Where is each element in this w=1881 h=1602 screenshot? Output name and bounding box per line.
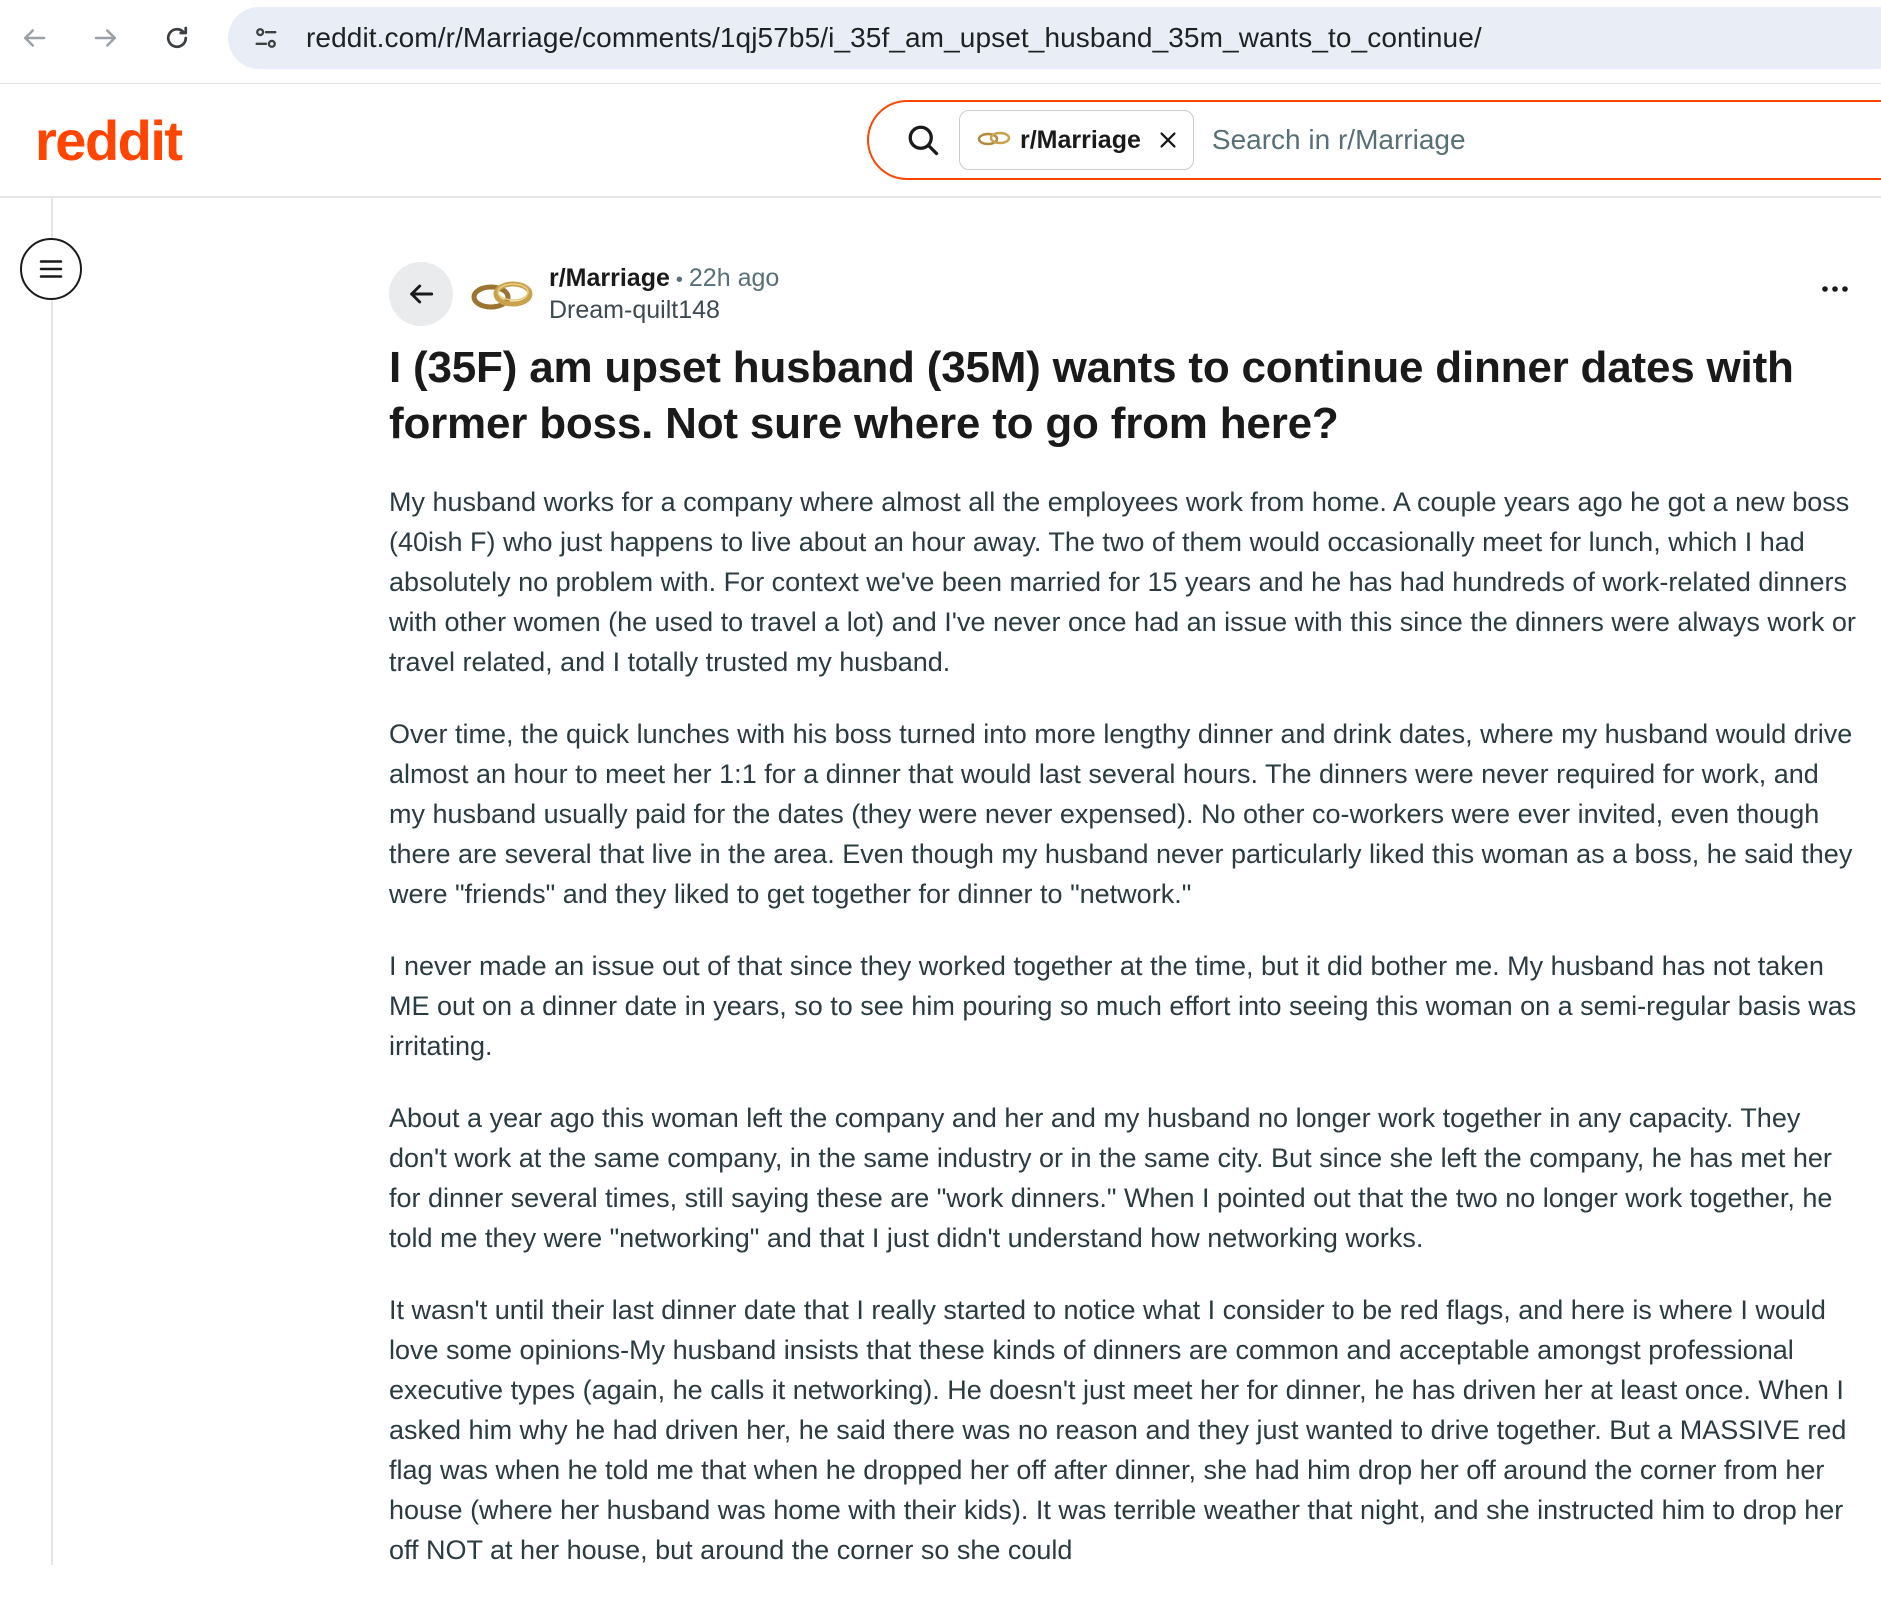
community-filter-chip[interactable] — [959, 110, 1194, 170]
subreddit-link[interactable]: r/Marriage — [549, 264, 670, 292]
post-paragraph: It wasn't until their last dinner date that I really started to notice what I consider to be red flags, and here is where I would love some opinions-My husband insists that these kinds of dinners are common and acceptable amongst professional executive types (again, he calls it networking). He doesn't just meet her for dinner, he has driven her at least once. When I asked him why he had driven her, he said there was no reason and they just wanted to drive together. But a MASSIVE red flag was when he told me that when he dropped her off after dinner, she had him drop her off around the corner from her house (where her husband was home with their kids). It was terrible weather that night, and she instructed him to drop her off NOT at her house, but around the corner so she could — [389, 1295, 1847, 1565]
site-info-icon[interactable] — [246, 18, 286, 58]
reddit-logo[interactable]: reddit — [35, 109, 182, 172]
post-paragraph: I never made an issue out of that since they worked together at the time, but it did bother me. My husband has not taken ME out on a dinner date in years, so to see him pouring so much effort into seeing this woman on a semi-regular basis was irritating. — [389, 951, 1857, 1061]
author-link[interactable]: Dream-quilt148 — [549, 296, 720, 324]
wedding-rings-icon — [976, 128, 1012, 153]
browser-forward-button[interactable] — [82, 14, 130, 62]
address-bar[interactable] — [228, 7, 1881, 69]
browser-reload-button[interactable] — [153, 14, 201, 62]
meta-separator: • — [675, 269, 683, 291]
close-icon[interactable] — [1157, 129, 1179, 151]
search-bar[interactable] — [867, 100, 1881, 180]
post-body — [389, 482, 1859, 1570]
post-paragraph: Over time, the quick lunches with his boss turned into more lengthy dinner and drink dates, where my husband would drive almost an hour to meet her 1:1 for a dinner that would last several hours. The dinners were never required for work, and my husband usually paid for the dates (they were never expensed). No other co-workers were ever invited, even though there are several that live in the area. Even though my husband never particularly liked this woman as a boss, he said they were "friends" and they liked to get together for dinner to "network." — [389, 719, 1853, 909]
arrow-left-icon — [405, 278, 437, 310]
community-avatar[interactable] — [469, 272, 535, 316]
reload-icon — [162, 23, 192, 53]
browser-toolbar — [0, 0, 1881, 84]
post-paragraph: My husband works for a company where almost all the employees work from home. A couple years ago he got a new boss (40ish F) who just happens to live about an hour away. The two of them would occasionally meet for lunch, which I had absolutely no problem with. For context we've been married for 15 years and he has had hundreds of work-related dinners with other women (he used to travel a lot) and I've never once had an issue with this since the dinners were always work or travel related, and I totally trusted my husband. — [389, 487, 1856, 677]
post — [389, 258, 1859, 1602]
community-chip-label: r/Marriage — [1020, 125, 1141, 154]
menu-button[interactable] — [20, 238, 82, 300]
post-meta — [389, 258, 1859, 328]
more-icon — [1820, 284, 1850, 294]
post-meta-line — [549, 264, 779, 293]
reddit-header — [0, 84, 1881, 198]
search-icon — [905, 122, 941, 158]
post-time: 22h ago — [688, 264, 780, 292]
post-title: I (35F) am upset husband (35M) wants to continue dinner dates with former boss. Not sure where to go from here? — [389, 343, 1794, 448]
search-input[interactable]: Search in r/Marriage — [1211, 124, 1466, 155]
post-back-button[interactable] — [389, 262, 453, 326]
browser-back-button[interactable] — [10, 14, 58, 62]
sidebar-divider — [51, 198, 53, 1565]
more-options-button[interactable] — [1815, 274, 1855, 304]
url-text: reddit.com/r/Marriage/comments/1qj57b5/i_35f_am_upset_husband_35m_wants_to_continue/ — [306, 22, 1482, 53]
post-paragraph: About a year ago this woman left the company and her and my husband no longer work together in any capacity. They don't work at the same company, in the same industry or in the same city. But since she left the company, he has met her for dinner several times, still saying these are "work dinners." When I pointed out that the two no longer work together, he told me they were "networking" and that I just didn't understand how networking works. — [389, 1103, 1833, 1253]
arrow-left-icon — [19, 23, 49, 53]
arrow-right-icon — [91, 23, 121, 53]
hamburger-icon — [36, 254, 66, 284]
